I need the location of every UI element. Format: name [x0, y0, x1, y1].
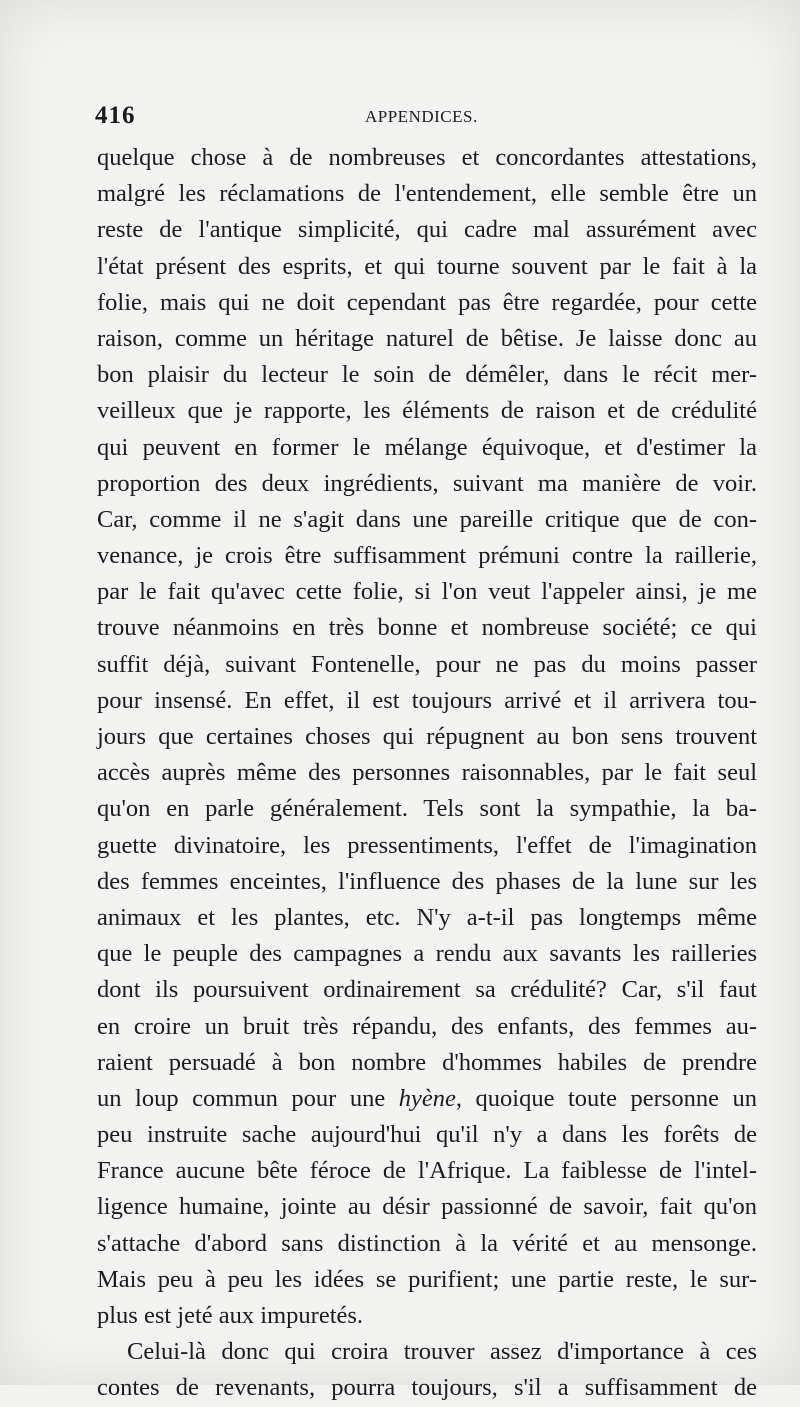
text-line: que le peuple des campagnes a rendu aux savants les railleries — [97, 940, 757, 968]
text-line: Car, comme il ne s'agit dans une pareille critique que de con- — [97, 505, 757, 533]
text-line: Mais peu à peu les idées se purifient; une partie reste, le sur- — [97, 1265, 757, 1293]
text-line: malgré les réclamations de l'entendement, elle semble être un — [97, 180, 757, 208]
text-line: reste de l'antique simplicité, qui cadre mal assurément avec — [97, 216, 757, 244]
text-line: raison, comme un héritage naturel de bêtise. Je laisse donc au — [97, 324, 757, 352]
text-line: suffit déjà, suivant Fontenelle, pour ne pas du moins passer — [97, 650, 757, 678]
text-line: animaux et les plantes, etc. N'y a-t-il pas longtemps même — [97, 903, 757, 931]
text-line: guette divinatoire, les pressentiments, l'effet de l'imagination — [97, 831, 757, 859]
text-line: qui peuvent en former le mélange équivoque, et d'estimer la — [97, 433, 757, 461]
text-line: qu'on en parle généralement. Tels sont la sympathie, la ba- — [97, 795, 757, 823]
paragraph-start-line: Celui-là donc qui croira trouver assez d'importance à ces — [127, 1338, 757, 1366]
text-line: raient persuadé à bon nombre d'hommes habiles de prendre — [97, 1048, 757, 1076]
text-line: contes de revenants, pourra toujours, s'il a suffisamment de — [97, 1374, 757, 1402]
text-line-with-italic — [97, 1081, 757, 1117]
text-segment: , quoique toute personne un — [455, 1084, 757, 1112]
text-segment: un loup commun pour une — [97, 1084, 399, 1112]
text-line: trouve néanmoins en très bonne et nombreuse société; ce qui — [97, 614, 757, 642]
text-line: venance, je crois être suffisamment prémuni contre la raillerie, — [97, 542, 757, 570]
text-line: folie, mais qui ne doit cependant pas être regardée, pour cette — [97, 288, 757, 316]
text-line: quelque chose à de nombreuses et concordantes attestations, — [97, 144, 757, 171]
text-line: s'attache d'abord sans distinction à la vérité et au mensonge. — [97, 1229, 757, 1257]
text-line: ligence humaine, jointe au désir passionné de savoir, fait qu'on — [97, 1193, 757, 1221]
text-line: bon plaisir du lecteur le soin de démêler, dans le récit mer- — [97, 361, 757, 389]
text-line: par le fait qu'avec cette folie, si l'on veut l'appeler ainsi, je me — [97, 578, 757, 606]
body-text — [97, 140, 757, 1407]
text-line: des femmes enceintes, l'influence des phases de la lune sur les — [97, 867, 757, 895]
page-header — [95, 102, 755, 132]
text-line: pour insensé. En effet, il est toujours arrivé et il arrivera tou- — [97, 686, 757, 714]
page-number: 416 — [95, 102, 136, 129]
text-line: veilleux que je rapporte, les éléments de raison et de crédulité — [97, 397, 757, 425]
running-head: APPENDICES. — [365, 107, 478, 126]
paragraph-end-line: plus est jeté aux impuretés. — [97, 1302, 364, 1329]
text-line: l'état présent des esprits, et qui tourne souvent par le fait à la — [97, 252, 757, 280]
italic-word: hyène — [398, 1084, 456, 1112]
text-line: dont ils poursuivent ordinairement sa crédulité? Car, s'il faut — [97, 976, 757, 1004]
text-line: jours que certaines choses qui répugnent au bon sens trouvent — [97, 723, 757, 750]
text-line: France aucune bête féroce de l'Afrique. La faiblesse de l'intel- — [97, 1157, 757, 1185]
text-line: proportion des deux ingrédients, suivant ma manière de voir. — [97, 469, 757, 497]
text-line: accès auprès même des personnes raisonnables, par le fait seul — [97, 759, 757, 787]
text-line: peu instruite sache aujourd'hui qu'il n'y a dans les forêts de — [97, 1121, 757, 1149]
text-line: en croire un bruit très répandu, des enfants, des femmes au- — [97, 1012, 757, 1040]
